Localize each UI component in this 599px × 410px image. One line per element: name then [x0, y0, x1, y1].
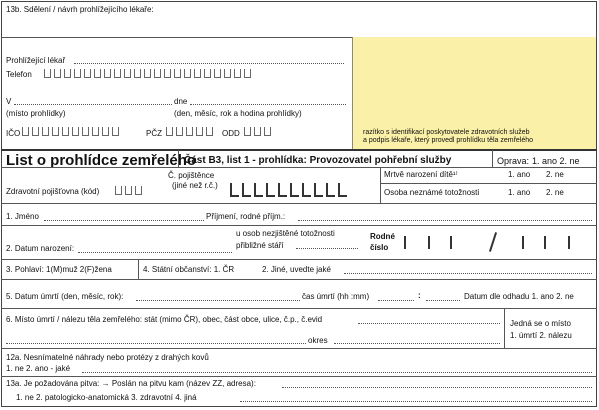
unidentified-label-2: přibližné stáří: [236, 241, 284, 250]
death-place-field[interactable]: [358, 323, 500, 324]
death-date-field[interactable]: [136, 300, 300, 301]
death-minute-field[interactable]: [426, 300, 460, 301]
form-part: Část B3, list 1 - prohlídka: Provozovatel pohřební služby: [184, 155, 452, 166]
place-label: V: [6, 97, 12, 106]
death-time-label: čas úmrtí (hh :mm): [302, 292, 370, 301]
birth-date-label: 2. Datum narození:: [6, 244, 75, 253]
policy-note: (jiné než r.č.): [172, 181, 218, 190]
divider: [1, 203, 597, 204]
unidentified-label-1: u osob nezjištěné totožnosti: [236, 229, 335, 238]
place-note: (místo prohlídky): [6, 109, 66, 118]
divider: [380, 183, 597, 184]
divider: [1, 348, 597, 349]
citizenship-other-field[interactable]: [344, 273, 592, 274]
pcz-label: PČZ: [146, 129, 162, 138]
death-hour-field[interactable]: [378, 300, 414, 301]
doctor-field[interactable]: [74, 63, 344, 64]
divider: [1, 225, 597, 226]
divider: [138, 259, 139, 279]
divider: [1, 259, 597, 260]
section-12a-field[interactable]: [82, 372, 592, 373]
birth-number-field[interactable]: [404, 236, 584, 250]
birth-number-label-2: číslo: [370, 243, 389, 252]
age-field[interactable]: [296, 248, 358, 249]
same-place-label-1: Jedná se o místo: [510, 319, 571, 328]
surname-field[interactable]: [298, 220, 592, 221]
divider: [380, 167, 381, 203]
date-note: (den, měsíc, rok a hodina prohlídky): [174, 109, 302, 118]
odd-boxes[interactable]: [244, 127, 271, 136]
policy-label: Č. pojištěnce: [168, 171, 215, 180]
stamp-area: [352, 37, 596, 149]
same-place-label-2[interactable]: 1. úmrtí 2. nálezu: [510, 331, 572, 340]
doctor-label: Prohlížející lékař: [6, 56, 66, 65]
divider: [1, 149, 597, 151]
form-title: List o prohlídce zemřelého: [6, 152, 197, 169]
ico-boxes[interactable]: [22, 127, 119, 136]
stillborn-no[interactable]: 2. ne: [546, 170, 564, 179]
section-12a-label: 12a. Nesnímatelné náhrady nebo protézy z drahých kovů: [6, 353, 209, 362]
district-label: okres: [308, 336, 328, 345]
stamp-line-2: a podpis lékaře, který provedl prohlídku těla zemřelého: [363, 137, 534, 144]
surname-label: Příjmení, rodné příjm.:: [206, 212, 286, 221]
stamp-line-1: razítko s identifikací poskytovatele zdravotních služeb: [363, 129, 530, 136]
correction-label: Oprava:: [497, 156, 530, 166]
place-field[interactable]: [14, 104, 172, 105]
policy-boxes[interactable]: [230, 183, 347, 197]
name-label: 1. Jméno: [6, 212, 39, 221]
district-field[interactable]: [334, 343, 500, 344]
ico-label: IČO: [6, 129, 21, 138]
divider: [492, 150, 493, 168]
stillborn-label: Mrtvě narození dítě¹⁾: [384, 170, 458, 179]
divider: [504, 308, 505, 348]
insurer-label: Zdravotní pojišťovna (kód): [6, 187, 100, 196]
divider: [1, 308, 597, 309]
phone-label: Telefon: [6, 70, 32, 79]
divider: [1, 167, 597, 168]
section-13a-field[interactable]: [282, 387, 592, 388]
odd-label: ODD: [222, 129, 240, 138]
unknown-no[interactable]: 2. ne: [546, 188, 564, 197]
death-place-label: 6. Místo úmrtí / nálezu těla zemřelého: stát (mimo ČR), obec, část obce, ulice, č.p., č.evid: [6, 315, 323, 324]
divider: [178, 150, 179, 168]
section-13a-other-field[interactable]: [240, 401, 592, 402]
estimated-label[interactable]: Datum dle odhadu 1. ano 2. ne: [464, 292, 574, 301]
section-13b-label: 13b. Sdělení / návrh prohlížejícího lékaře:: [6, 5, 154, 14]
correction-options[interactable]: 1. ano 2. ne: [532, 156, 580, 166]
divider: [1, 279, 597, 280]
section-13a-options[interactable]: 1. ne 2. patologicko-anatomická 3. zdravotní 4. jiná: [16, 393, 197, 402]
unknown-label: Osoba neznámé totožnosti: [384, 188, 480, 197]
birth-number-label-1: Rodné: [370, 232, 395, 241]
name-field[interactable]: [44, 220, 204, 221]
death-date-label: 5. Datum úmrtí (den, měsíc, rok):: [6, 292, 124, 301]
pcz-boxes[interactable]: [166, 127, 213, 136]
date-field[interactable]: [190, 104, 346, 105]
stillborn-yes[interactable]: 1. ano: [508, 170, 531, 179]
section-12a-options[interactable]: 1. ne 2. ano - jaké: [6, 364, 71, 373]
phone-boxes[interactable]: [44, 69, 251, 78]
date-label: dne: [174, 97, 188, 106]
time-separator: :: [418, 291, 421, 300]
section-13a-label: 13a. Je požadována pitva: → Poslán na pitvu kam (název ZZ, adresa):: [6, 379, 256, 388]
death-place-field-2[interactable]: [6, 343, 306, 344]
sex-label[interactable]: 3. Pohlaví: 1(M)muž 2(F)žena: [6, 265, 112, 274]
unknown-yes[interactable]: 1. ano: [508, 188, 531, 197]
insurer-boxes[interactable]: [115, 186, 142, 195]
citizenship-label[interactable]: 4. Státní občanství: 1. ČR: [143, 265, 235, 274]
birth-date-field[interactable]: [78, 252, 232, 253]
divider: [1, 376, 597, 377]
citizenship-other-label[interactable]: 2. Jiné, uvedte jaké: [262, 265, 331, 274]
